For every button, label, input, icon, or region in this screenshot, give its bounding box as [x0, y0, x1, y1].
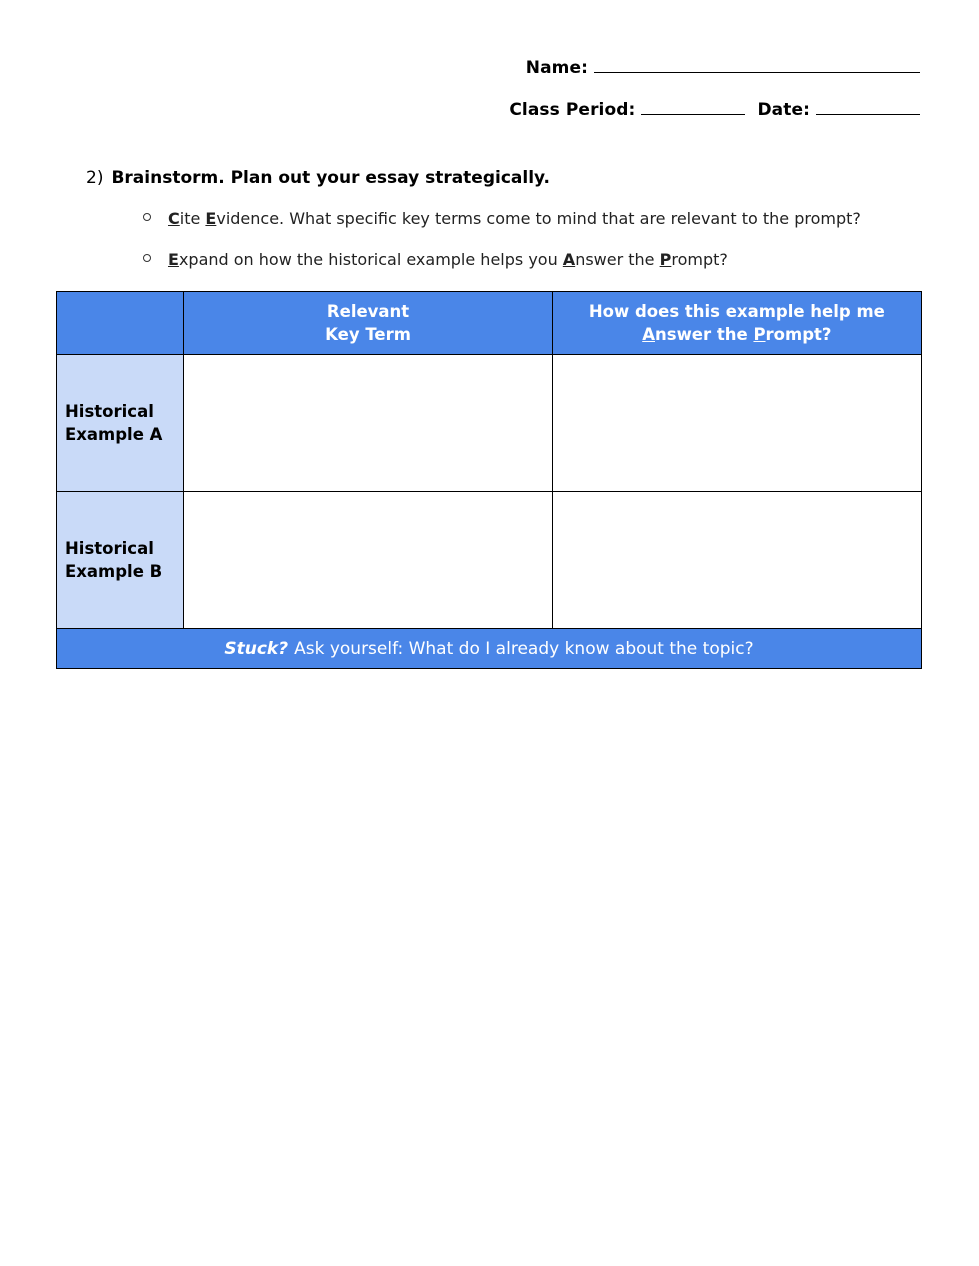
example-b-key-term-cell[interactable]	[184, 492, 552, 629]
header-key-term-line1: Relevant	[326, 302, 410, 321]
header-key-term-line2: Key Term	[325, 325, 411, 344]
bullet-letter: E	[168, 250, 179, 269]
step-heading	[86, 168, 550, 188]
row-label-line1: Historical	[65, 402, 154, 421]
bullet-letter: A	[562, 250, 576, 269]
bullet-cite-evidence	[143, 209, 861, 228]
row-label-line2: Example B	[65, 562, 163, 581]
header-help-end: rompt?	[765, 325, 832, 344]
header-key-term	[184, 292, 552, 355]
footer-tip	[57, 629, 922, 669]
header-letter-p: P	[753, 325, 766, 344]
header-help-mid: nswer the	[655, 325, 754, 344]
bullet-text: xpand on how the historical example helps you	[178, 250, 563, 269]
name-label: Name:	[525, 58, 588, 78]
date-blank[interactable]	[816, 113, 920, 115]
class-period-label: Class Period:	[509, 100, 636, 120]
bullet-letter: C	[168, 209, 180, 228]
bullet-text: vidence. What specific key terms come to mind that are relevant to the prompt?	[216, 209, 861, 228]
name-blank[interactable]	[594, 71, 920, 73]
name-field-row	[526, 58, 920, 78]
example-a-key-term-cell[interactable]	[184, 355, 552, 492]
header-help-line2	[553, 323, 921, 346]
row-label-line1: Historical	[65, 539, 154, 558]
bullet-text: ite	[179, 209, 206, 228]
period-date-row	[509, 100, 920, 120]
row-label-example-b	[57, 492, 184, 629]
footer-stuck: Stuck?	[224, 638, 289, 659]
step-title: Brainstorm. Plan out your essay strategically.	[111, 168, 551, 188]
hollow-circle-bullet-icon	[143, 213, 151, 221]
table-header-row	[57, 292, 922, 355]
example-b-help-cell[interactable]	[552, 492, 921, 629]
footer-text: Ask yourself: What do I already know about the topic?	[294, 638, 754, 659]
bullet-letter: P	[659, 250, 672, 269]
header-blank-cell	[57, 292, 184, 355]
class-period-blank[interactable]	[641, 113, 745, 115]
header-letter-a: A	[642, 325, 655, 344]
hollow-circle-bullet-icon	[143, 254, 151, 262]
header-help	[552, 292, 921, 355]
table-footer-row	[57, 629, 922, 669]
bullet-letter: E	[205, 209, 217, 228]
bullet-text: nswer the	[575, 250, 660, 269]
example-a-help-cell[interactable]	[552, 355, 921, 492]
bullet-expand	[143, 250, 728, 269]
header-help-line1: How does this example help me	[588, 302, 885, 321]
brainstorm-table	[56, 291, 922, 669]
table-row	[57, 492, 922, 629]
row-label-line2: Example A	[65, 425, 163, 444]
bullet-text: rompt?	[671, 250, 728, 269]
date-label: Date:	[757, 100, 810, 120]
row-label-example-a	[57, 355, 184, 492]
table-row	[57, 355, 922, 492]
step-number: 2)	[86, 168, 104, 188]
